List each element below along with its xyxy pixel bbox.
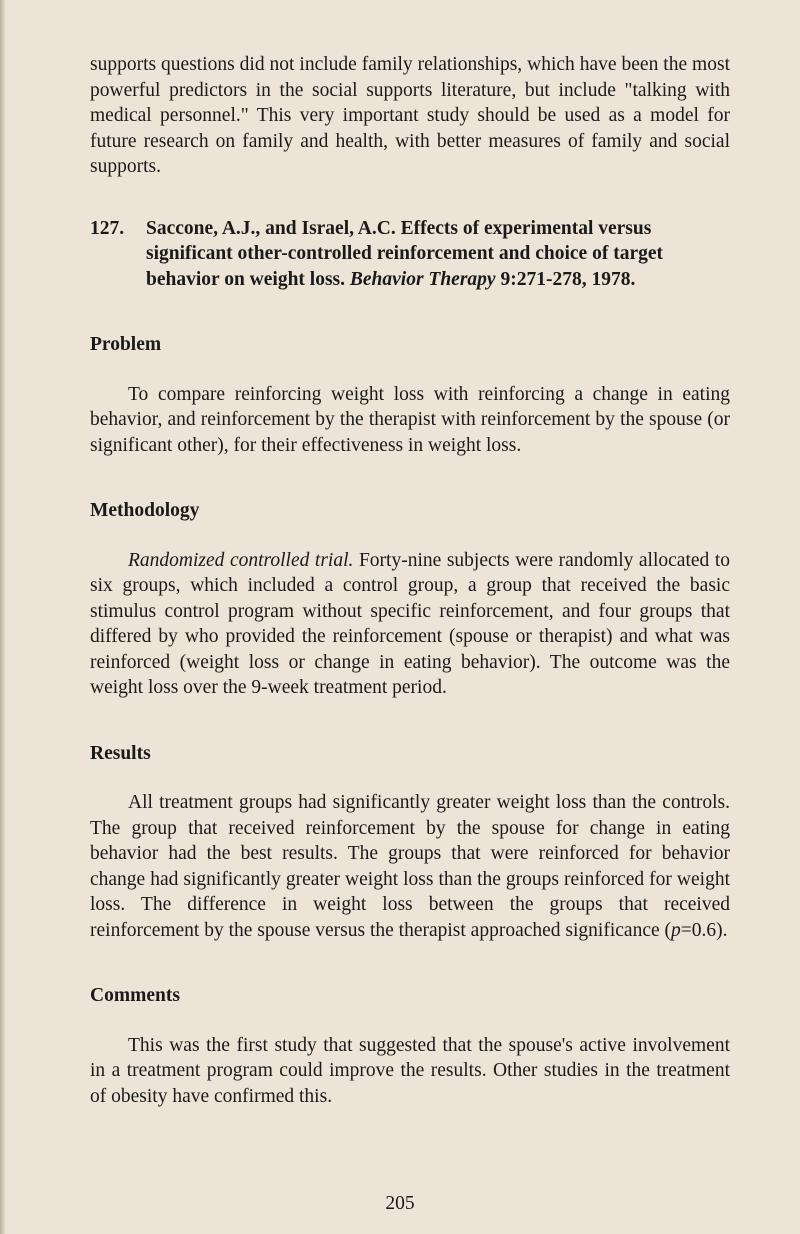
volume-pages: 9:271-278, 1978.: [500, 268, 636, 290]
p-value-symbol: p: [671, 919, 681, 941]
page-body: [90, 52, 730, 1109]
continued-paragraph: supports questions did not include family relationships, which have been the most powerful predictors in the social supports literature, but include "talking with medical personnel." This very important study should be used as a model for future research on family and health, with better measures of family and social supports.: [90, 54, 730, 177]
page-number: 205: [385, 1193, 415, 1214]
page-edge: [0, 0, 5, 1234]
problem-heading: Problem: [90, 334, 162, 355]
citation-text: Saccone, A.J., and Israel, A.C. Effects of experimental versus significant other-controlled reinforcement and choice of target behavior on weight loss.: [146, 217, 663, 290]
results-text: All treatment groups had significantly greater weight loss than the controls. The group that received reinforcement by the spouse for change in eating behavior had the best results. The groups that were reinforced for behavior change had significantly greater weight loss than the groups reinforced for weight loss. The difference in weight loss between the groups that received reinforcement by the spouse versus the therapist approached significance (: [90, 792, 730, 941]
journal-name: Behavior Therapy: [349, 268, 496, 290]
entry-number: 127.: [90, 217, 125, 239]
study-design: Randomized controlled trial.: [128, 549, 354, 571]
results-paragraph: [90, 790, 730, 943]
methodology-text: Forty-nine subjects were randomly allocated to six groups, which included a control group, a group that received the basic stimulus control program without specific reinforcement, and four groups that differed by who provided the reinforcement (spouse or therapist) and what was reinforced (weight loss or change in eating behavior). The outcome was the weight loss over the 9-week treatment period.: [90, 549, 730, 698]
bibliography-entry: [90, 216, 730, 293]
methodology-paragraph: [90, 548, 730, 701]
methodology-heading: Methodology: [90, 500, 200, 521]
comments-text: This was the first study that suggested that the spouse's active involvement in a treatment program could improve the results. Other studies in the treatment of obesity have confirmed this.: [90, 1034, 730, 1107]
comments-heading: Comments: [90, 985, 180, 1006]
entry-citation: [146, 216, 730, 293]
results-text-end: =0.6).: [680, 919, 728, 941]
problem-text: To compare reinforcing weight loss with reinforcing a change in eating behavior, and reinforcement by the therapist with reinforcement by the spouse (or significant other), for their effectiveness in weight loss.: [90, 383, 730, 456]
results-heading: Results: [90, 742, 151, 764]
